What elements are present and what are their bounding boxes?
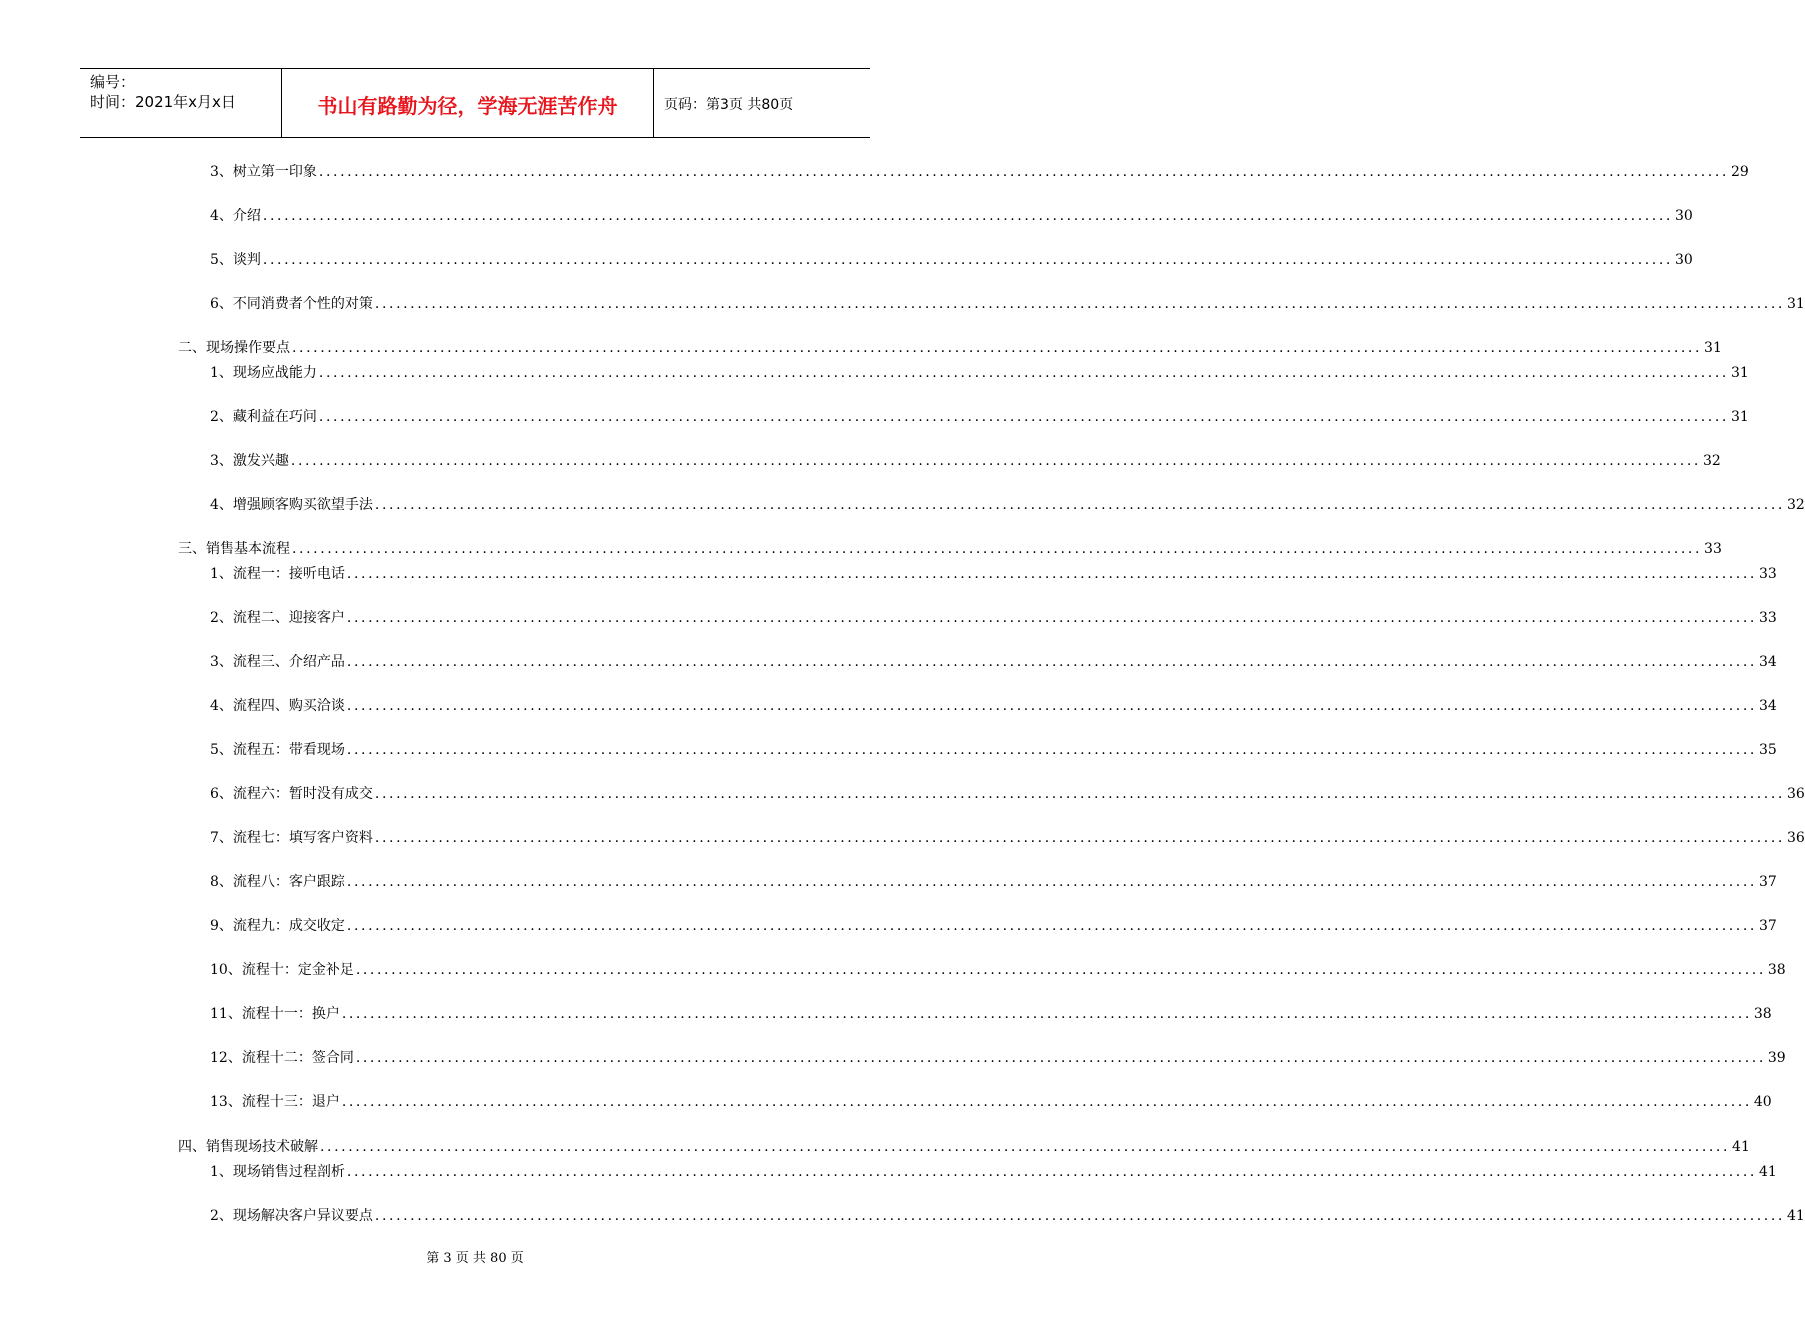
toc-dot-leader: ........................................................................................................................................................................................................ xyxy=(374,497,1785,513)
toc-entry[interactable] xyxy=(210,363,1749,383)
toc-dot-leader: ........................................................................................................................................................................................................ xyxy=(374,1208,1785,1224)
toc-entry[interactable] xyxy=(178,539,1722,559)
toc-entry-title: 5、谈判 xyxy=(210,252,261,268)
toc-dot-leader: ........................................................................................................................................................................................................ xyxy=(346,918,1757,934)
toc-entry-page: 29 xyxy=(1730,164,1749,180)
toc-entry-page: 33 xyxy=(1704,541,1722,557)
toc-dot-leader: ........................................................................................................................................................................................................ xyxy=(262,208,1673,224)
header-page-info: 页码：第3页 共80页 xyxy=(664,97,794,113)
toc-entry[interactable] xyxy=(210,872,1777,892)
toc-entry-title: 3、流程三、介绍产品 xyxy=(210,654,345,670)
toc-dot-leader: ........................................................................................................................................................................................................ xyxy=(262,252,1673,268)
toc-entry-title: 9、流程九：成交收定 xyxy=(210,918,345,934)
toc-entry-page: 35 xyxy=(1758,742,1777,758)
toc-dot-leader: ........................................................................................................................................................................................................ xyxy=(346,742,1757,758)
toc-dot-leader: ........................................................................................................................................................................................................ xyxy=(318,409,1729,425)
toc-entry-page: 33 xyxy=(1758,566,1777,582)
toc-entry[interactable] xyxy=(210,1092,1772,1112)
toc-dot-leader: ........................................................................................................................................................................................................ xyxy=(346,874,1757,890)
document-time-label: 时间：2021年x月x日 xyxy=(90,93,236,111)
toc-entry-page: 36 xyxy=(1786,830,1805,846)
toc-entry-page: 32 xyxy=(1786,497,1805,513)
toc-entry-title: 1、现场销售过程剖析 xyxy=(210,1164,345,1180)
toc-entry-page: 31 xyxy=(1730,409,1749,425)
toc-entry-page: 30 xyxy=(1674,252,1693,268)
toc-dot-leader: ........................................................................................................................................................................................................ xyxy=(346,654,1757,670)
toc-entry-page: 40 xyxy=(1753,1094,1772,1110)
toc-entry[interactable] xyxy=(210,206,1693,226)
toc-entry-title: 10、流程十：定金补足 xyxy=(210,962,354,978)
toc-dot-leader: ........................................................................................................................................................................................................ xyxy=(292,541,1703,557)
toc-entry-title: 2、藏利益在巧问 xyxy=(210,409,317,425)
toc-entry-page: 38 xyxy=(1753,1006,1772,1022)
toc-entry-page: 36 xyxy=(1786,786,1805,802)
toc-entry[interactable] xyxy=(210,652,1777,672)
toc-entry-title: 5、流程五：带看现场 xyxy=(210,742,345,758)
toc-dot-leader: ........................................................................................................................................................................................................ xyxy=(374,296,1785,312)
toc-entry-page: 30 xyxy=(1674,208,1693,224)
toc-entry[interactable] xyxy=(210,740,1777,760)
toc-entry-title: 4、介绍 xyxy=(210,208,261,224)
toc-entry-title: 6、流程六：暂时没有成交 xyxy=(210,786,373,802)
toc-entry[interactable] xyxy=(210,407,1749,427)
toc-entry[interactable] xyxy=(210,564,1777,584)
toc-dot-leader: ........................................................................................................................................................................................................ xyxy=(318,365,1729,381)
toc-entry[interactable] xyxy=(210,960,1786,980)
toc-dot-leader: ........................................................................................................................................................................................................ xyxy=(292,340,1703,356)
toc-entry-page: 39 xyxy=(1767,1050,1786,1066)
toc-entry-title: 4、流程四、购买洽谈 xyxy=(210,698,345,714)
toc-entry-title: 1、流程一：接听电话 xyxy=(210,566,345,582)
toc-entry[interactable] xyxy=(178,338,1722,358)
toc-entry-title: 1、现场应战能力 xyxy=(210,365,317,381)
toc-entry-title: 6、不同消费者个性的对策 xyxy=(210,296,373,312)
toc-entry-title: 2、流程二、迎接客户 xyxy=(210,610,345,626)
toc-entry[interactable] xyxy=(210,1162,1777,1182)
toc-entry-title: 2、现场解决客户异议要点 xyxy=(210,1208,373,1224)
toc-entry-title: 三、销售基本流程 xyxy=(178,541,290,557)
toc-entry-title: 11、流程十一：换户 xyxy=(210,1006,340,1022)
toc-entry[interactable] xyxy=(210,1206,1805,1226)
toc-entry-title: 7、流程七：填写客户资料 xyxy=(210,830,373,846)
toc-entry-page: 33 xyxy=(1758,610,1777,626)
toc-entry[interactable] xyxy=(178,1137,1750,1157)
toc-entry[interactable] xyxy=(210,828,1805,848)
toc-entry[interactable] xyxy=(210,294,1805,314)
toc-dot-leader: ........................................................................................................................................................................................................ xyxy=(374,786,1785,802)
toc-entry[interactable] xyxy=(210,495,1805,515)
toc-entry-page: 34 xyxy=(1758,698,1777,714)
header-motto: 书山有路勤为径，学海无涯苦作舟 xyxy=(282,69,654,137)
toc-entry-page: 41 xyxy=(1732,1139,1750,1155)
toc-dot-leader: ........................................................................................................................................................................................................ xyxy=(320,1139,1731,1155)
toc-entry-title: 13、流程十三：退户 xyxy=(210,1094,340,1110)
toc-entry[interactable] xyxy=(210,784,1805,804)
toc-entry-page: 41 xyxy=(1758,1164,1777,1180)
toc-entry[interactable] xyxy=(210,696,1777,716)
toc-entry-title: 3、树立第一印象 xyxy=(210,164,317,180)
toc-entry-title: 4、增强顾客购买欲望手法 xyxy=(210,497,373,513)
toc-entry[interactable] xyxy=(210,451,1721,471)
toc-entry-title: 8、流程八：客户跟踪 xyxy=(210,874,345,890)
toc-dot-leader: ........................................................................................................................................................................................................ xyxy=(341,1006,1752,1022)
toc-dot-leader: ........................................................................................................................................................................................................ xyxy=(290,453,1701,469)
toc-entry[interactable] xyxy=(210,608,1777,628)
toc-entry-title: 3、激发兴趣 xyxy=(210,453,289,469)
toc-entry-page: 41 xyxy=(1786,1208,1805,1224)
toc-entry[interactable] xyxy=(210,162,1749,182)
toc-entry[interactable] xyxy=(210,1004,1772,1024)
toc-entry-page: 32 xyxy=(1702,453,1721,469)
toc-entry-title: 12、流程十二：签合同 xyxy=(210,1050,354,1066)
toc-entry-title: 四、销售现场技术破解 xyxy=(178,1139,318,1155)
toc-dot-leader: ........................................................................................................................................................................................................ xyxy=(346,698,1757,714)
toc-dot-leader: ........................................................................................................................................................................................................ xyxy=(341,1094,1752,1110)
toc-entry-page: 31 xyxy=(1704,340,1722,356)
toc-dot-leader: ........................................................................................................................................................................................................ xyxy=(355,962,1766,978)
toc-dot-leader: ........................................................................................................................................................................................................ xyxy=(346,566,1757,582)
toc-entry-page: 38 xyxy=(1767,962,1786,978)
toc-entry-page: 37 xyxy=(1758,918,1777,934)
toc-entry-page: 31 xyxy=(1730,365,1749,381)
toc-dot-leader: ........................................................................................................................................................................................................ xyxy=(374,830,1785,846)
toc-entry[interactable] xyxy=(210,916,1777,936)
toc-entry-page: 37 xyxy=(1758,874,1777,890)
page-footer: 第 3 页 共 80 页 xyxy=(426,1251,524,1266)
toc-entry[interactable] xyxy=(210,1048,1786,1068)
toc-dot-leader: ........................................................................................................................................................................................................ xyxy=(346,1164,1757,1180)
toc-dot-leader: ........................................................................................................................................................................................................ xyxy=(346,610,1757,626)
toc-entry[interactable] xyxy=(210,250,1693,270)
toc-dot-leader: ........................................................................................................................................................................................................ xyxy=(355,1050,1766,1066)
document-number-label: 编号： xyxy=(90,73,136,91)
toc-dot-leader: ........................................................................................................................................................................................................ xyxy=(318,164,1729,180)
toc-entry-page: 34 xyxy=(1758,654,1777,670)
toc-entry-title: 二、现场操作要点 xyxy=(178,340,290,356)
toc-entry-page: 31 xyxy=(1786,296,1805,312)
